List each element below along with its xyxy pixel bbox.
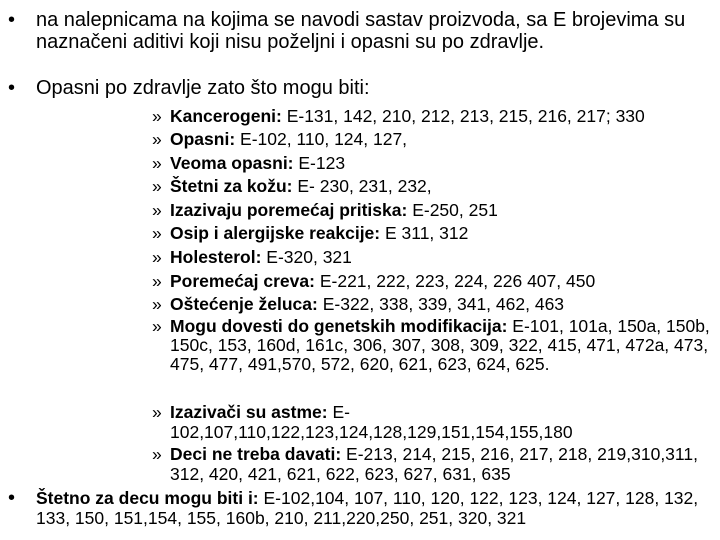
bullet-item-dangerous-intro: [8, 77, 706, 99]
sub-item-label: Osip i alergijske reakcije:: [170, 223, 381, 243]
sub-item-not-for-children: [152, 444, 715, 484]
sub-item-text: E-101, 101a, 150a, 150b, 150c, 153, 160d, 161c, 306, 307, 308, 309, 322, 415, 471, 472a, 473, 475, 477, 491,570, 572, 620, 621, 623, 624, 625.: [170, 316, 710, 374]
bullet-dot-icon: •: [8, 9, 16, 31]
bullet-label: Štetno za decu mogu biti i:: [36, 488, 259, 508]
sub-bullet-icon: »: [152, 223, 162, 243]
sub-item-text: E 311, 312: [380, 223, 469, 243]
sub-item-text: E-320, 321: [261, 247, 352, 267]
sub-bullet-icon: »: [152, 271, 162, 291]
sub-item-text: E-102,107,110,122,123,124,128,129,151,154,155,180: [170, 402, 573, 442]
bullet-item-harmful-for-children: [8, 487, 706, 528]
sub-bullet-icon: »: [152, 316, 162, 336]
bullet-text: E-102,104, 107, 110, 120, 122, 123, 124, 127, 128, 132, 133, 150, 151,154, 155, 160b, 210, 211,220,250, 251, 320, 321: [36, 488, 699, 528]
sub-item-text: E- 230, 231, 232,: [292, 176, 432, 196]
sub-bullet-icon: »: [152, 294, 162, 314]
sub-item-blood-pressure: [152, 199, 715, 223]
sub-item-text: E-123: [293, 153, 346, 173]
bullet-item-additives-labels: [8, 9, 706, 53]
sub-item-text: E-131, 142, 210, 212, 213, 215, 216, 217; 330: [281, 106, 645, 126]
sub-item-label: Mogu dovesti do genetskih modifikacija:: [170, 316, 508, 336]
sub-bullet-icon: »: [152, 153, 162, 173]
sub-item-text: E-250, 251: [407, 200, 498, 220]
sub-bullet-icon: »: [152, 402, 162, 422]
sub-item-label: Kancerogeni:: [170, 106, 282, 126]
sub-item-genetic-modification: [152, 316, 715, 374]
sub-item-label: Opasni:: [170, 129, 236, 149]
sub-item-very-dangerous: [152, 152, 715, 176]
sub-bullet-icon: »: [152, 106, 162, 126]
sub-item-label: Deci ne treba davati:: [170, 444, 342, 464]
bullet-dot-icon: •: [8, 487, 16, 509]
sub-item-text: E-221, 222, 223, 224, 226 407, 450: [314, 271, 596, 291]
sub-bullet-icon: »: [152, 176, 162, 196]
sub-item-rash-allergy: [152, 222, 715, 246]
sub-bullet-icon: »: [152, 444, 162, 464]
sub-item-label: Poremećaj creva:: [170, 271, 315, 291]
sub-item-text: E-102, 110, 124, 127,: [235, 129, 408, 149]
sub-item-label: Oštećenje želuca:: [170, 294, 318, 314]
sub-bullet-icon: »: [152, 200, 162, 220]
sub-item-label: Štetni za kožu:: [170, 176, 293, 196]
sub-item-stomach-damage: [152, 293, 715, 317]
sub-item-text: E-322, 338, 339, 341, 462, 463: [317, 294, 565, 314]
bullet-text: Opasni po zdravlje zato što mogu biti:: [36, 77, 370, 99]
sub-bullet-icon: »: [152, 247, 162, 267]
sub-item-intestinal: [152, 270, 715, 294]
sub-item-label: Holesterol:: [170, 247, 262, 267]
sub-item-asthma: [152, 402, 715, 442]
sub-item-dangerous: [152, 128, 715, 152]
bullet-text: na nalepnicama na kojima se navodi sastav proizvoda, sa E brojevima su naznačeni aditivi koji nisu poželjni i opasni su po zdravlje.: [36, 9, 686, 53]
sub-item-label: Veoma opasni:: [170, 153, 294, 173]
sub-item-label: Izazivači su astme:: [170, 402, 328, 422]
sub-item-text: E-213, 214, 215, 216, 217, 218, 219,310,311, 312, 420, 421, 621, 622, 623, 627, 631, 635: [170, 444, 698, 484]
sub-item-harmful-skin: [152, 175, 715, 199]
bullet-dot-icon: •: [8, 77, 16, 99]
sub-item-label: Izazivaju poremećaj pritiska:: [170, 200, 408, 220]
sub-bullet-icon: »: [152, 129, 162, 149]
sub-item-cholesterol: [152, 246, 715, 270]
sub-item-carcinogens: [152, 105, 715, 129]
